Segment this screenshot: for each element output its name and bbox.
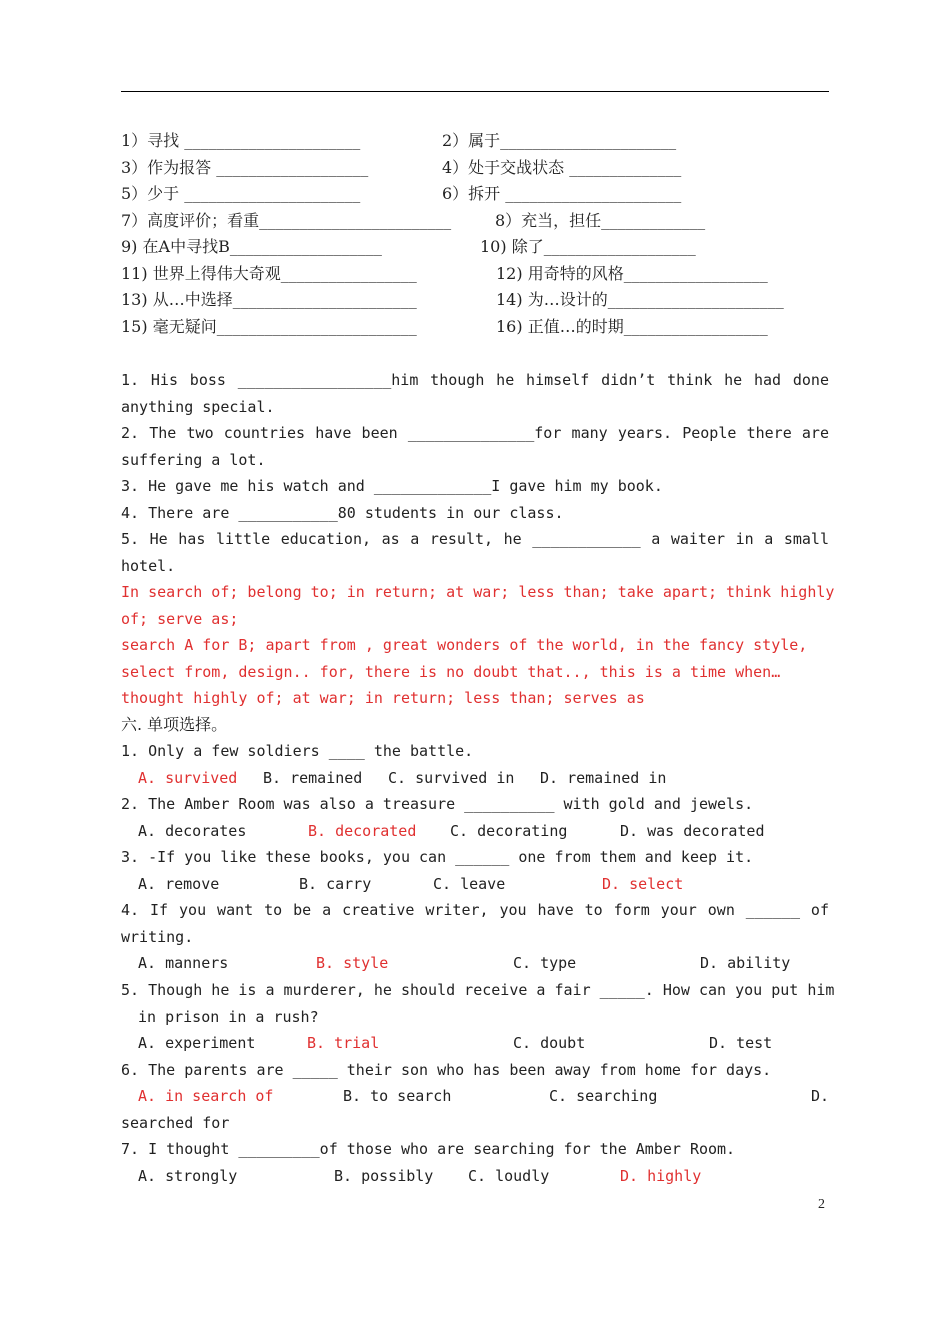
vocab-item: 7）高度评价；看重________________________ [121, 211, 452, 230]
vocab-item: 13) 从…中选择_______________________ [121, 290, 417, 309]
mc-options [138, 950, 846, 977]
mc-question: 5. Though he is a murderer, he should receive a fair _____. How can you put him [121, 981, 835, 999]
vocab-item: 16) 正值…的时期__________________ [496, 317, 768, 336]
answer-line: search A for B; apart from , great wonders of the world, in the fancy style, [121, 636, 808, 654]
fill-line: hotel. [121, 557, 176, 575]
option-c: C. doubt [513, 1034, 586, 1052]
section-title: 六. 单项选择。 [121, 715, 228, 734]
option-c: C. type [513, 954, 577, 972]
mc-options [138, 871, 846, 898]
vocab-item: 10) 除了___________________ [480, 237, 696, 256]
vocab-row [121, 233, 829, 260]
option-d: D. select [602, 875, 684, 893]
option-b: B. to search [343, 1087, 452, 1105]
option-b: B. carry [299, 875, 372, 893]
option-b: B. style [316, 954, 389, 972]
option-a: A. strongly [138, 1167, 238, 1185]
option-a: A. remove [138, 875, 220, 893]
option-c: C. searching [549, 1087, 658, 1105]
mc-question: 6. The parents are _____ their son who has been away from home for days. [121, 1061, 772, 1079]
option-c: C. survived in [388, 769, 515, 787]
vocab-row [121, 154, 829, 181]
mc-options [138, 1083, 829, 1110]
mc-question: 4. If you want to be a creative writer, you have to form your own ______ of [121, 901, 829, 919]
option-b: B. remained [263, 769, 363, 787]
option-d: D. highly [620, 1167, 702, 1185]
answer-line: In search of; belong to; in return; at war; less than; take apart; think highly [121, 583, 835, 601]
vocab-item: 14) 为…设计的______________________ [496, 290, 784, 309]
mc-options [138, 818, 846, 845]
vocab-item: 3）作为报答 ___________________ [121, 158, 369, 177]
mc-question: 2. The Amber Room was also a treasure __________ with gold and jewels. [121, 795, 754, 813]
fill-line: 5. He has little education, as a result, he ____________ a waiter in a small [121, 530, 829, 548]
vocab-item: 9) 在A中寻找B___________________ [121, 237, 382, 256]
fill-line: anything special. [121, 398, 275, 416]
vocab-item: 5）少于 ______________________ [121, 184, 361, 203]
vocab-item: 15) 毫无疑问_________________________ [121, 317, 417, 336]
mc-option-cont: searched for [121, 1114, 230, 1132]
answer-line: select from, design.. for, there is no doubt that.., this is a time when… [121, 663, 781, 681]
vocab-item: 12) 用奇特的风格__________________ [496, 264, 768, 283]
vocab-item: 4）处于交战状态 ______________ [442, 158, 682, 177]
vocab-item: 6）拆开 ______________________ [442, 184, 682, 203]
vocab-item: 2）属于______________________ [442, 131, 677, 150]
page-number: 2 [818, 1197, 825, 1212]
fill-line: suffering a lot. [121, 451, 266, 469]
mc-question-cont: writing. [121, 928, 194, 946]
vocab-item: 8）充当，担任_____________ [495, 211, 706, 230]
vocab-item: 1）寻找 ______________________ [121, 131, 361, 150]
fill-line: 3. He gave me his watch and _____________I gave him my book. [121, 477, 663, 495]
mc-options [138, 1163, 846, 1190]
fill-line: 2. The two countries have been ______________for many years. People there are [121, 424, 829, 442]
option-b: B. possibly [334, 1167, 434, 1185]
option-a: A. experiment [138, 1034, 256, 1052]
option-d: D. test [709, 1034, 773, 1052]
vocab-row [121, 207, 829, 234]
mc-options [138, 765, 846, 792]
option-b: B. trial [307, 1034, 380, 1052]
answer-line: thought highly of; at war; in return; less than; serves as [121, 689, 645, 707]
fill-line: 1. His boss _________________him though he himself didn’t think he had done [121, 371, 829, 389]
option-b: B. decorated [308, 822, 417, 840]
answer-line: of; serve as; [121, 610, 239, 628]
option-d: D. [811, 1087, 830, 1105]
option-d: D. remained in [540, 769, 667, 787]
option-c: C. decorating [450, 822, 568, 840]
vocab-row [121, 260, 829, 287]
option-c: C. loudly [468, 1167, 550, 1185]
header-rule [121, 91, 829, 92]
vocab-row [121, 127, 829, 154]
mc-question: 1. Only a few soldiers ____ the battle. [121, 742, 474, 760]
option-a: A. survived [138, 769, 238, 787]
option-a: A. manners [138, 954, 229, 972]
option-c: C. leave [433, 875, 506, 893]
option-a: A. decorates [138, 822, 247, 840]
mc-options [138, 1030, 846, 1057]
mc-question: 3. -If you like these books, you can ______ one from them and keep it. [121, 848, 754, 866]
mc-question-cont: in prison in a rush? [138, 1008, 319, 1026]
option-d: D. was decorated [620, 822, 765, 840]
vocab-row [121, 180, 829, 207]
option-a: A. in search of [138, 1087, 274, 1105]
mc-question: 7. I thought _________of those who are searching for the Amber Room. [121, 1140, 736, 1158]
fill-line: 4. There are ___________80 students in our class. [121, 504, 564, 522]
vocab-row [121, 313, 829, 340]
vocab-item: 11) 世界上得伟大奇观_________________ [121, 264, 417, 283]
vocab-row [121, 286, 829, 313]
option-d: D. ability [700, 954, 791, 972]
